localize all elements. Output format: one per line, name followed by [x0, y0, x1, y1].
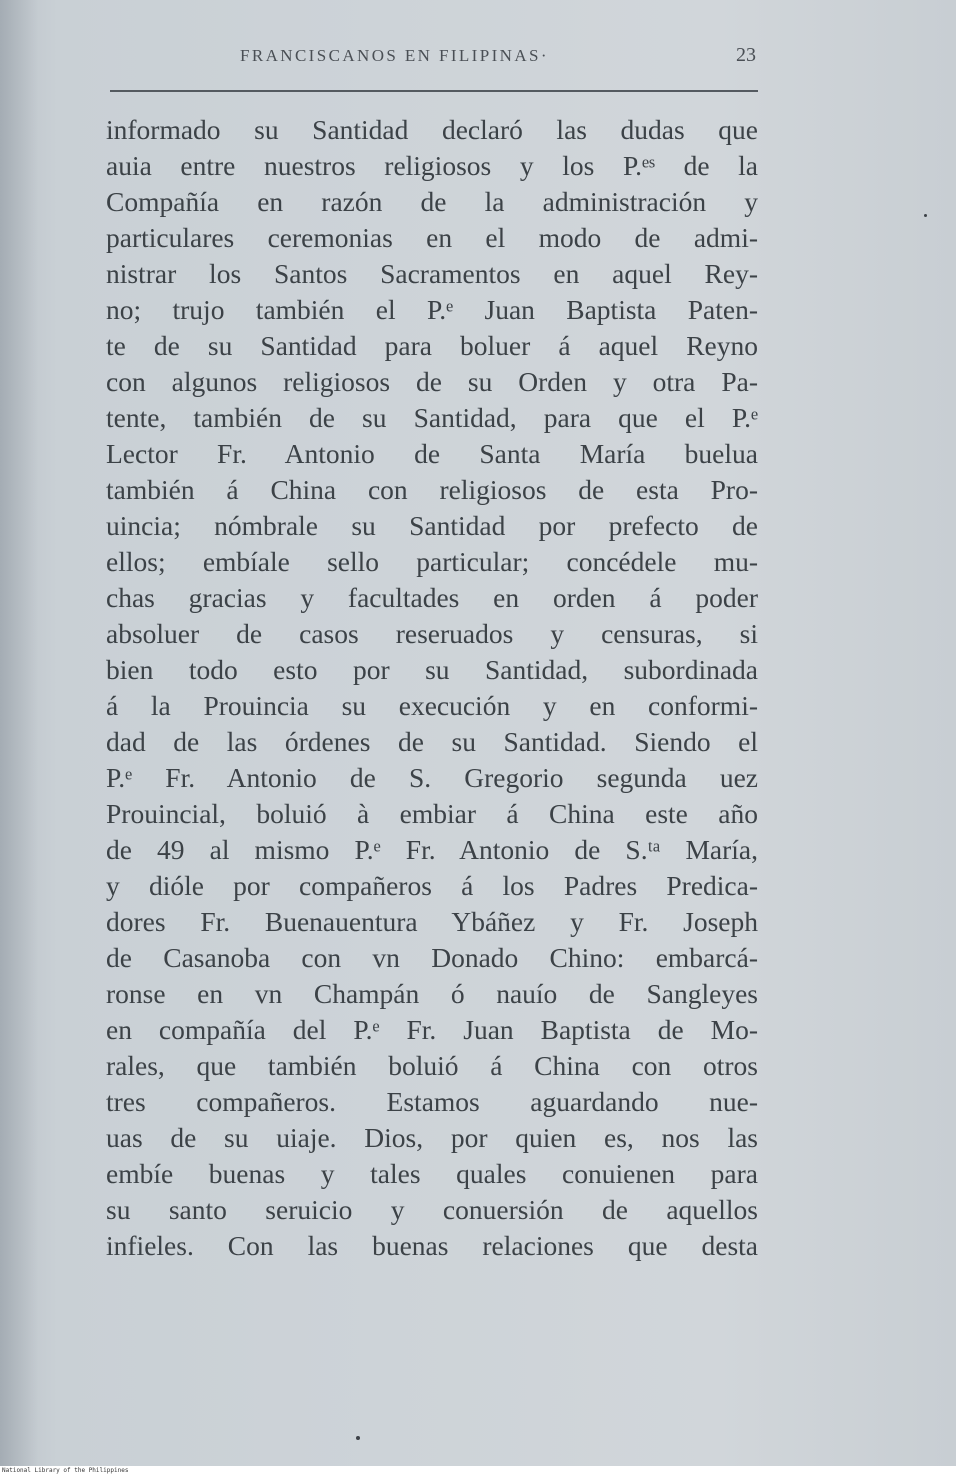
text-line: uas de su uiaje. Dios, por quien es, nos las — [106, 1122, 758, 1153]
text-line: embíe buenas y tales quales conuienen para — [106, 1158, 758, 1189]
running-header — [110, 46, 760, 76]
text-line: te de su Santidad para boluer á aquel Reyno — [106, 330, 758, 361]
page-number: 23 — [736, 44, 756, 66]
dust-speck — [924, 214, 927, 217]
text-line: también á China con religiosos de esta Pro- — [106, 474, 758, 505]
text-line: con algunos religiosos de su Orden y otra Pa- — [106, 366, 758, 397]
text-line: á la Prouincia su execución y en conformi- — [106, 690, 758, 721]
text-line: absoluer de casos reseruados y censuras, si — [106, 618, 758, 649]
text-line: no; trujo también el P.ᵉ Juan Baptista Paten- — [106, 294, 758, 325]
text-line: ronse en vn Champán ó nauío de Sangleyes — [106, 978, 758, 1009]
text-line: nistrar los Santos Sacramentos en aquel Rey- — [106, 258, 758, 289]
text-line: infieles. Con las buenas relaciones que desta — [106, 1230, 758, 1261]
text-line: su santo seruicio y conuersión de aquellos — [106, 1194, 758, 1225]
text-line: uincia; nómbrale su Santidad por prefecto de — [106, 510, 758, 541]
text-line: dores Fr. Buenauentura Ybáñez y Fr. Joseph — [106, 906, 758, 937]
text-line: Lector Fr. Antonio de Santa María buelua — [106, 438, 758, 469]
text-line: de 49 al mismo P.ᵉ Fr. Antonio de S.ᵗᵃ María, — [106, 834, 758, 865]
running-title: FRANCISCANOS EN FILIPINAS· — [240, 46, 549, 65]
library-credit: National Library of the Philippines — [2, 1467, 129, 1474]
dust-speck — [356, 1436, 360, 1440]
text-line: y dióle por compañeros á los Padres Predica- — [106, 870, 758, 901]
text-line: ellos; embíale sello particular; concédele mu- — [106, 546, 758, 577]
text-line: Prouincial, boluió à embiar á China este año — [106, 798, 758, 829]
text-line: Compañía en razón de la administración y — [106, 186, 758, 217]
text-line: particulares ceremonias en el modo de admi- — [106, 222, 758, 253]
text-line: tente, también de su Santidad, para que el P.ᵉ — [106, 402, 758, 433]
text-line: informado su Santidad declaró las dudas que — [106, 114, 758, 145]
text-line: P.ᵉ Fr. Antonio de S. Gregorio segunda uez — [106, 762, 758, 793]
text-line: rales, que también boluió á China con otros — [106, 1050, 758, 1081]
footer-strip — [0, 1466, 956, 1478]
text-line: auia entre nuestros religiosos y los P.ᵉˢ de la — [106, 150, 758, 181]
header-rule — [110, 90, 758, 92]
text-line: bien todo esto por su Santidad, subordinada — [106, 654, 758, 685]
text-line: tres compañeros. Estamos aguardando nue- — [106, 1086, 758, 1117]
text-line: en compañía del P.ᵉ Fr. Juan Baptista de Mo- — [106, 1014, 758, 1045]
text-line: chas gracias y facultades en orden á poder — [106, 582, 758, 613]
text-line: de Casanoba con vn Donado Chino: embarcá- — [106, 942, 758, 973]
page-edge-shadow — [0, 0, 38, 1466]
text-line: dad de las órdenes de su Santidad. Siendo el — [106, 726, 758, 757]
body-text — [106, 112, 758, 1264]
